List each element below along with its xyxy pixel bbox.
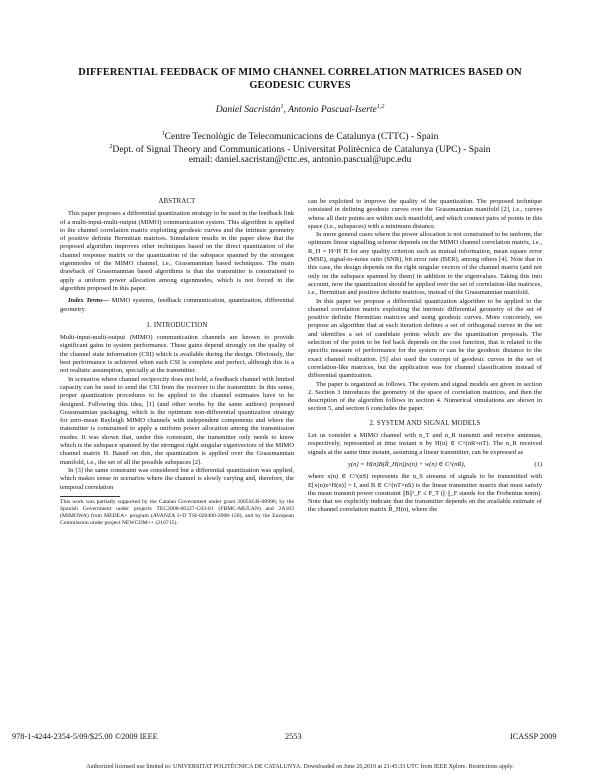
paper-title: [40, 66, 560, 92]
right-paragraph-3: In this paper we propose a differential quantization algorithm to be applied to the channel correlation matrix exploiting the intrinsic differential geometry of the set of positive definite Hermitian matrices and using geodesic curves. More concretely, we propose an algorithm that at each iteration defines a set of orthogonal curves in the set and identifies a set of candidate points which are the quantization proposals. The selection of the point to be fed back depends on the cost function, that is related to the specific measure of performance for the system or can be the geodesic distance to the exact channel realization. [5] also used the concept of geodesic curves in the set of correlation-like matrices, but the application was for channel classification instead of differential quantization.: [308, 297, 542, 380]
index-terms-label: Index Terms—: [68, 297, 110, 305]
left-column: [60, 198, 294, 527]
download-notice: Authorized licensed use limited to: UNIVERSITAT POLITÈCNICA DE CATALUNYA. Downloaded on June 26,2010 at 21:45:33 UTC from IEEE Xplore. Restrictions apply.: [86, 764, 514, 770]
abstract-heading: ABSTRACT: [158, 198, 196, 205]
intro-paragraph-2: In scenarios where channel reciprocity does not hold, a feedback channel with limited capacity can be used to send the CSI from the receiver to the transmitter. In this sense, proper quantization procedures to be applied to the channel estimates have to be designed. Following this idea, [1] (and other works by the same authors) proposed Grassmannian packaging, which is the optimum non-differential quantization strategy for zero-mean Rayleigh MIMO channels with independent components and where the transmitter is constrained to apply a uniform power allocation among the transmission modes. It was shown that, under this constraint, the transmitter only needs to know which is the subspace spanned by the strongest right singular eigenvectors of the MIMO channel matrix H. Based on this, the quantization is applied over the Grassmannian manifold, i.e., the set of all the possible subspaces [2].: [60, 375, 294, 466]
footer-conference: ICASSP 2009: [510, 732, 557, 741]
author-1-sup: 1: [280, 104, 284, 110]
intro-paragraph-3: In [3] the same constraint was considered but a differential quantization was applied, which makes sense in scenarios where the channel is slowly varying and, therefore, the temporal correlation: [60, 466, 294, 491]
section-2-heading: 2. SYSTEM AND SIGNAL MODELS: [369, 419, 481, 427]
right-paragraph-5: Let us consider a MIMO channel with n_T and n_R transmit and receive antennas, respectively, represented at time instant n by H(n) ∈ C^(nR×nT). The n_R received signals at the same time instant, assuming a linear transmitter, can be expressed as: [308, 432, 542, 456]
author-2: Antonio Pascual-Iserte: [288, 104, 377, 116]
footnote: This work was partially supported by the Catalan Government under grant 2005SGR-00996; by the Spanish Government under projects TEC2008-06327-C03-01 (FBMC-MULAN) and 2A103 (MIMOWA) from MEDEA+ program (AVANZA I+D TSI-020400-2008-150), and by the European Commission under project NEWCOM++ (216715).: [60, 498, 294, 527]
equation-1-number: (1): [534, 460, 542, 468]
affiliation-1-sup: 1: [161, 131, 165, 137]
intro-paragraph-1: Multi-input-multi-output (MIMO) communication channels are known to provide significant gains in system performance. These gains depend strongly on the quality of the channel state information (CSI) which is available during the design. Obviously, the best performance is achieved when such CSI is complete and perfect, although this is a not realistic assumption, specially at the transmitter.: [60, 334, 294, 375]
right-paragraph-4: The paper is organized as follows. The system and signal models are given in section 2. Section 3 introduces the geometry of the space of correlation matrices, and then the description of the algorithm follows in section 4. Numerical simulations are shown in section 5, and section 6 concludes the paper.: [308, 380, 542, 413]
footer-isbn: 978-1-4244-2354-5/09/$25.00 ©2009 IEEE: [12, 732, 158, 741]
email-line: email: daniel.sacristan@cttc.es, antonio.pascual@upc.edu: [188, 154, 412, 165]
author-separator: ,: [283, 104, 289, 116]
title-line-1: DIFFERENTIAL FEEDBACK OF MIMO CHANNEL CORRELATION MATRICES BASED ON: [78, 67, 522, 78]
footer-page-number: 2553: [285, 732, 302, 741]
right-column: [308, 198, 542, 515]
right-paragraph-1: can be exploited to improve the quality of the quantization. The proposed technique consisted in defining geodesic curves over the Grassmannian manifold [2], i.e., curves whose all their points are within such manifold, and which connect pairs of points in this space (i.e., subspaces) with a minimum distance.: [308, 198, 542, 230]
author-list: [40, 104, 560, 115]
affiliation-1-text: Centre Tecnològic de Telecomunicacions de Catalunya (CTTC) - Spain: [164, 131, 439, 143]
right-paragraph-2: In more general cases where the power allocation is not constrained to be uniform, the optimum linear signalling scheme depends on the MIMO channel correlation matrix, i.e., R_H = H^H H for any quality criterion such as mutual information, mean square error (MSE), signal-to-noise ratio (SNR), bit error rate (BER), among others [4]. Note that in this case, the design depends on the right singular vectors of the channel matrix (and not only on the subspace spanned by them) in addition to the eigenvalues. Taking this into account, now the quantization should be applied over the set of correlation-like matrices, i.e., Hermitian and positive definite matrices, instead of the Grassmannian manifold.: [308, 231, 542, 297]
affiliation-2-sup: 2: [109, 144, 113, 150]
equation-1: [308, 461, 542, 469]
equation-1-body: y(n) = H(n)B(R̂_H(n))x(n) + w(n) ∈ C^(nR),: [348, 460, 466, 468]
intro-heading: 1. INTRODUCTION: [146, 321, 208, 329]
index-terms: [60, 297, 294, 314]
right-paragraph-6: where x(n) ∈ C^(nS) represents the n_S streams of signals to be transmitted with E[x(n)x^H(n)] = I, and B ∈ C^(nT×nS) is the linear transmitter matrix that must satisfy the mean transmit power constraint ||B||²_F ≤ P_T (||·||_F stands for the Frobenius norm). Note that we explicitly indicate that the transmitter depends on the available estimate of the channel correlation matrix R̂_H(n), where the: [308, 473, 542, 514]
index-terms-text: MIMO systems, feedback communication, quantization, differential geometry.: [60, 297, 294, 313]
affiliation-2-text: Dept. of Signal Theory and Communications - Universitat Politècnica de Catalunya (UPC) - Spain: [112, 144, 491, 156]
author-1: Daniel Sacristán: [215, 104, 281, 116]
footnote-rule: [60, 496, 120, 497]
abstract-text: This paper proposes a differential quantization strategy to be used in the feedback link of a multi-input-multi-output (MIMO) communication system. This algorithm is applied to the channel correlation matrix exploiting geodesic curves and the intrinsic geometry of positive definite Hermitian matrices. Simulation results in the paper show that the proposed algorithm improves other techniques based on the direct quantization of the channel response matrix or the quantization of the subspace spanned by the strongest eigenmodes of the MIMO channel, i.e., Grassmannian based techniques. The main drawback of Grassmannian based algorithms is that the transmitter is constrained to apply a uniform power allocation among eigenmodes, which is not forced in the algorithm proposed in this paper.: [60, 210, 294, 292]
author-2-sup: 1,2: [376, 104, 385, 110]
title-line-2: GEODESIC CURVES: [249, 80, 351, 91]
